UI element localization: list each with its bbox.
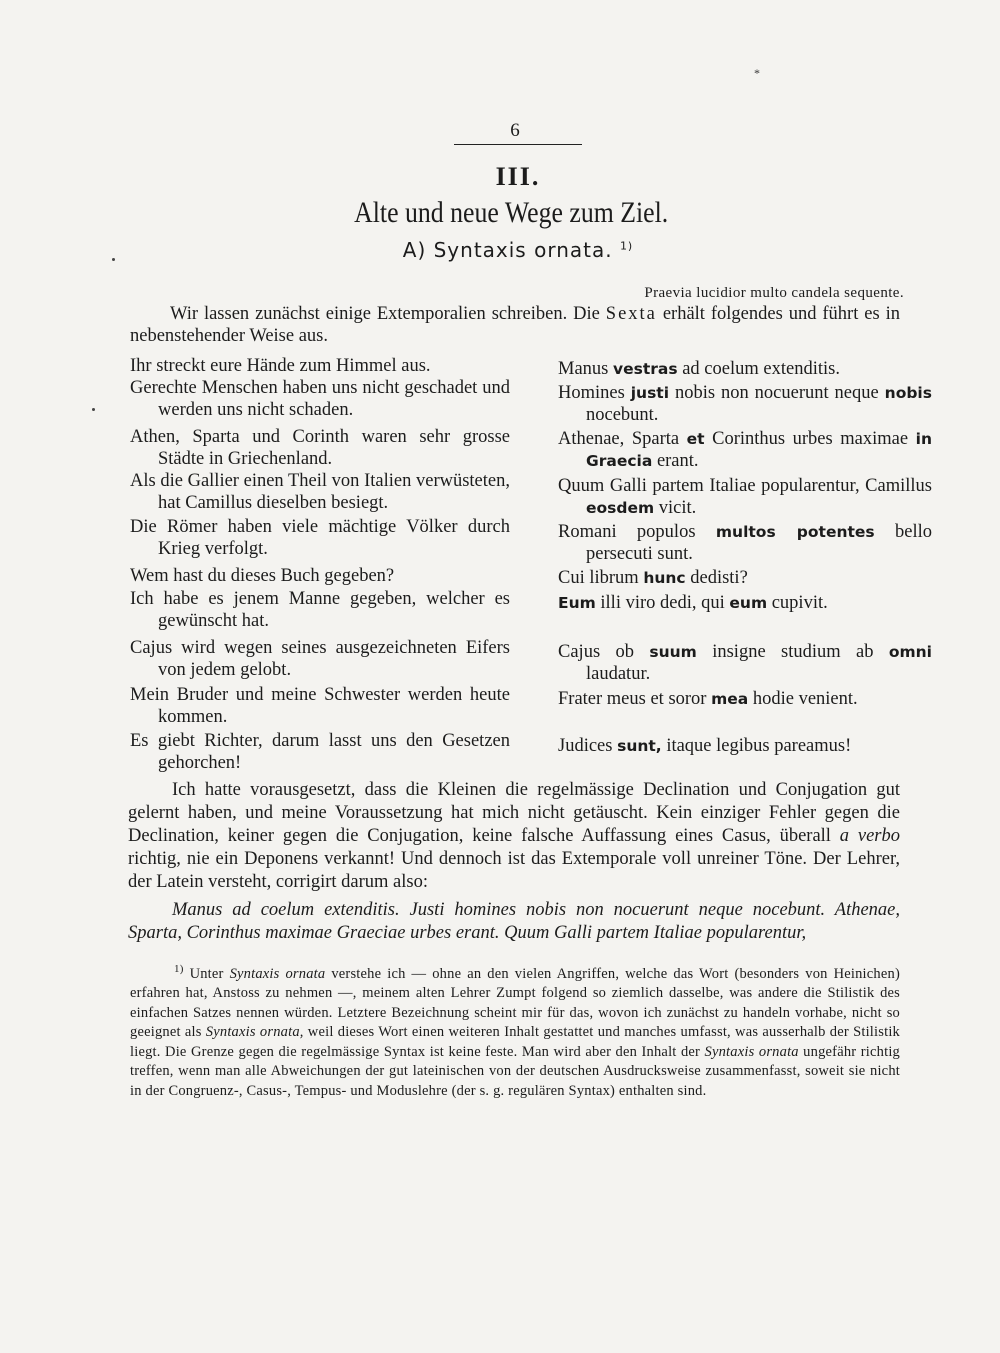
body-text-end: richtig, nie ein Deponens verkannt! Und dennoch ist das Extemporale voll unreiner Töne. Der Lehrer, der Latein versteht, corrigirt darum also: (128, 849, 900, 892)
german-sentence: Wem hast du dieses Buch gegeben? (130, 566, 395, 586)
german-sentence: Als die Gallier einen Theil von Italien verwüsteten, hat Camillus dieselben besiegt. (130, 471, 510, 513)
body-italic: a verbo (839, 826, 901, 846)
latin-correction (128, 899, 900, 945)
section-subtitle (0, 238, 1000, 262)
header-rule (454, 144, 582, 145)
latin-sentence: Romani populos multos potentes bello persecuti sunt. (558, 522, 933, 564)
footnote-ref: 1) (619, 239, 634, 253)
latin-sentence: Cui librum hunc dedisti? (558, 568, 748, 588)
speck (92, 408, 95, 411)
latin-sentence: Quum Galli partem Italiae popularentur, Camillus eosdem vicit. (558, 476, 932, 518)
page-number: 6 (510, 120, 520, 141)
body-text: Ich hatte vorausgesetzt, dass die Kleinen die regelmässige Declination und Conjugation gut gelernt haben, und meine Voraussetzung hat mich nicht getäuscht. Kein einziger Fehler gegen die Declination, keiner gegen die Conjugation, keine falsche Auffassung eines Casus, überall (128, 780, 900, 846)
intro-sexta: Sexta (605, 304, 657, 324)
footnote-mark: 1) (174, 963, 184, 975)
latin-sentence: Judices sunt, itaque legibus pareamus! (558, 736, 852, 756)
latin-sentence: Manus vestras ad coelum extenditis. (558, 359, 840, 379)
footnote: $^{1)}$ Unter Syntaxis ornata verstehe ich — ohne an den vielen Angriffen, welche das Wort (besonders von Heinichen) erfahren hat, Anstoss zu nehmen —, meinem alten Lehrer Zumpt folgend so ziemlich dasselbe, was andere die Stilistik des einfachen Satzes nennen würden. Letztere Bezeichnung scheint mir für das, wovon ich zunächst zu handeln vorhabe, nicht so geeignet als Syntaxis ornata, weil dieses Wort einen weiteren Inhalt gestattet und manches umfasst, was ausserhalb der Stilistik liegt. Die Grenze gegen die regelmässige Syntax ist keine feste. Man wird aber den Inhalt der Syntaxis ornata ungefähr richtig treffen, wenn man alle Abweichungen der gut lateinischen von der deutschen Ausdrucksweise zusammenfasst, soweit sie nicht in der Congruenz-, Casus-, Tempus- und Moduslehre (der s. g. regulären Syntax) enthalten sind. (130, 963, 901, 1099)
motto: Praevia lucidior multo candela sequente. (644, 285, 904, 301)
section-number: III. (495, 162, 541, 191)
latin-sentence: Athenae, Sparta et Corinthus urbes maximae in Graecia erant. (558, 429, 932, 471)
intro-text-b: erhält folgendes und führt es in nebenstehender Weise aus. (130, 304, 901, 346)
german-sentence: Ihr streckt eure Hände zum Himmel aus. (130, 356, 431, 376)
latin-sentence: Eum illi viro dedi, qui eum cupivit. (558, 593, 828, 613)
latin-sentence: Cajus ob suum insigne studium ab omni laudatur. (558, 642, 932, 684)
german-sentence: Athen, Sparta und Corinth waren sehr grosse Städte in Griechenland. (130, 427, 510, 469)
intro-text-a: Wir lassen zunächst einige Extemporalien schreiben. Die (170, 304, 606, 324)
body-paragraph (128, 779, 900, 894)
intro-paragraph (130, 303, 900, 347)
german-sentence: Es giebt Richter, darum lasst uns den Gesetzen gehorchen! (130, 731, 510, 773)
subtitle-text: A) Syntaxis ornata. (402, 238, 613, 262)
german-sentence: Mein Bruder und meine Schwester werden heute kommen. (130, 685, 510, 727)
german-sentence: Cajus wird wegen seines ausgezeichneten Eifers von jedem gelobt. (130, 638, 510, 680)
page-title: Alte und neue Wege zum Ziel. (354, 196, 669, 229)
latin-sentence: Homines justi nobis non nocuerunt neque nobis nocebunt. (558, 383, 932, 425)
latin-correction-text: Manus ad coelum extenditis. Justi homines nobis non nocuerunt neque nocebunt. Athenae, Sparta, Corinthus maximae Graeciae urbes erant. Quum Galli partem Italiae popularentur, (128, 900, 900, 943)
german-sentence: Die Römer haben viele mächtige Völker durch Krieg verfolgt. (130, 517, 510, 559)
latin-sentence: Frater meus et soror mea hodie venient. (558, 689, 858, 709)
german-sentence: Gerechte Menschen haben uns nicht geschadet und werden uns nicht schaden. (130, 378, 510, 420)
german-sentence: Ich habe es jenem Manne gegeben, welcher es gewünscht hat. (130, 589, 510, 631)
asterisk-mark: * (754, 66, 760, 80)
